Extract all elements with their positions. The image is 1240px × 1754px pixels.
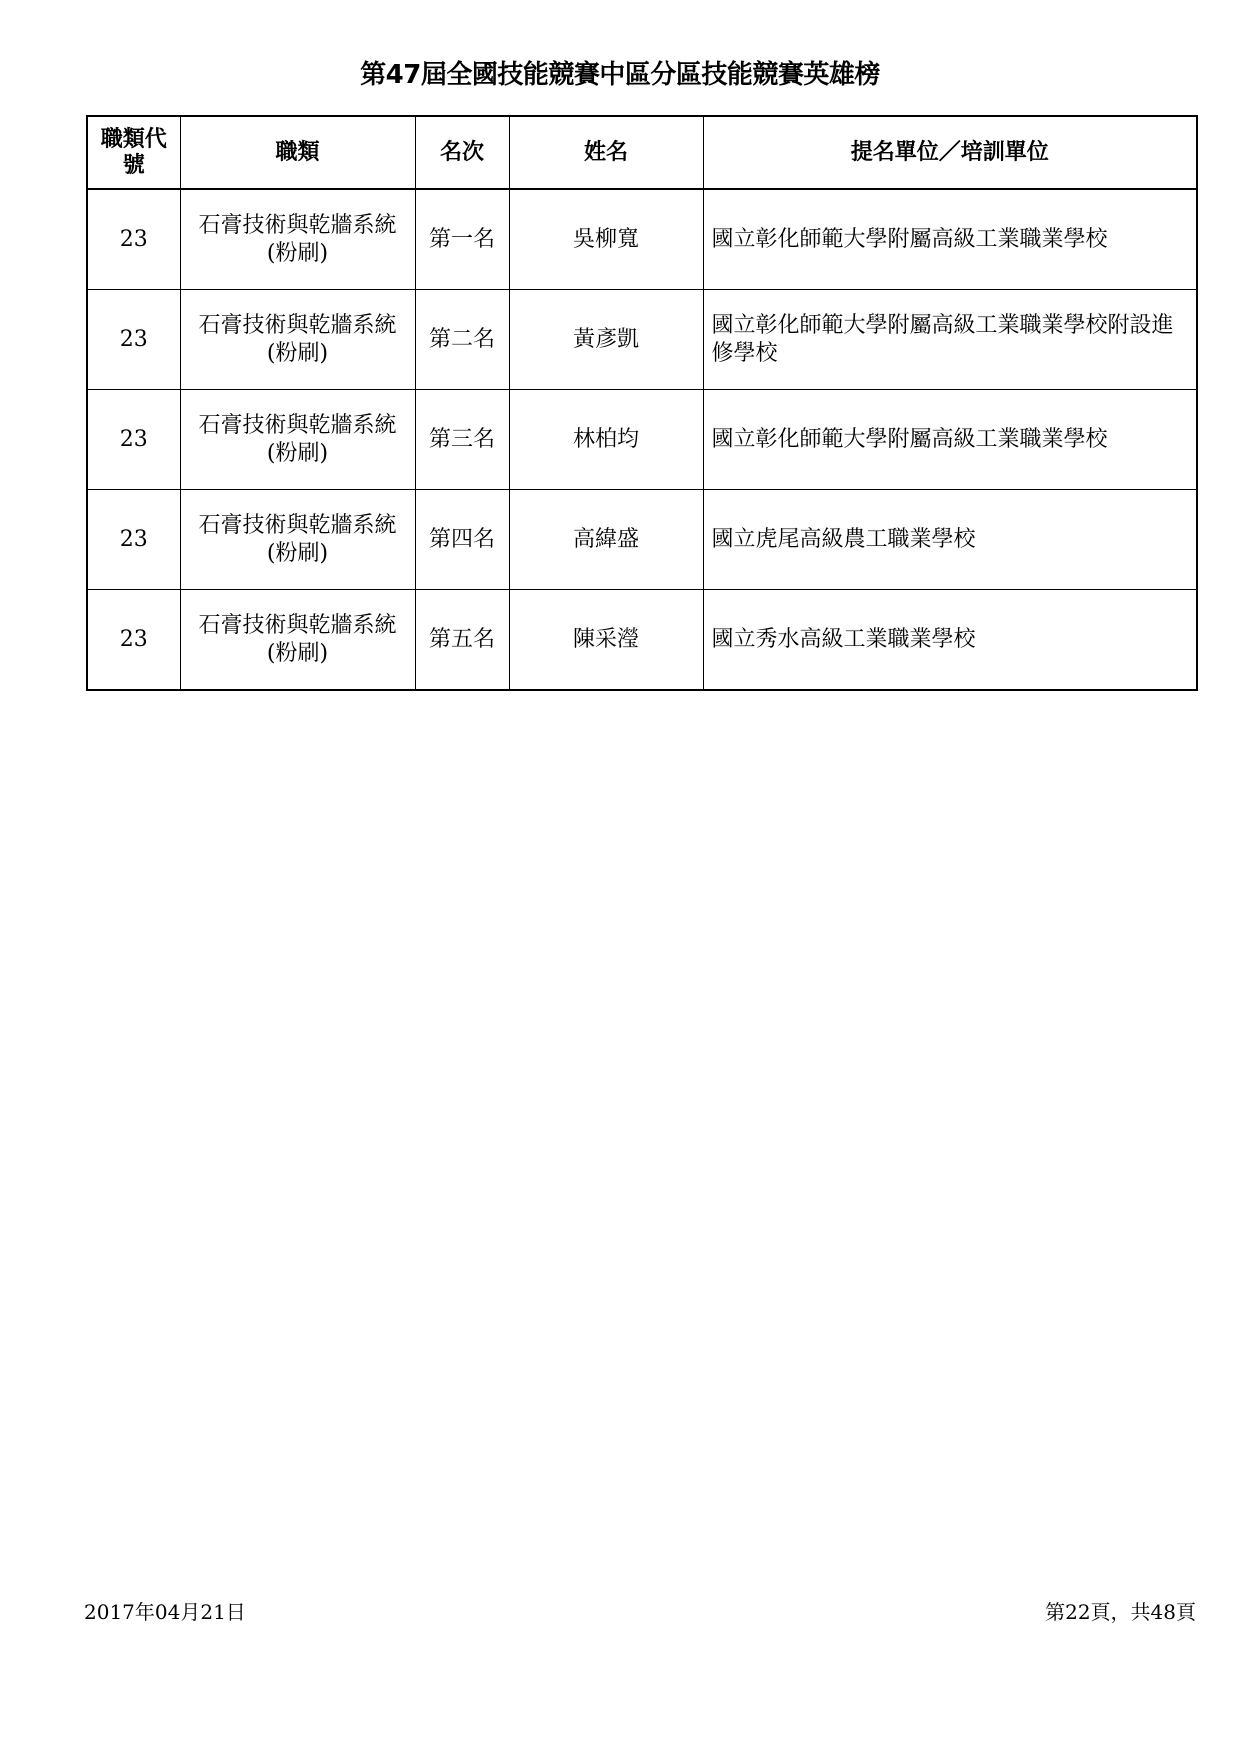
cell-name: 陳采瀅 bbox=[509, 590, 703, 691]
table-row bbox=[87, 490, 1197, 590]
cell-rank: 第四名 bbox=[415, 490, 509, 590]
header-name: 姓名 bbox=[509, 116, 703, 189]
footer-date: 2017年04月21日 bbox=[84, 1600, 246, 1624]
cell-unit: 國立彰化師範大學附屬高級工業職業學校 bbox=[703, 189, 1197, 290]
cell-name: 高緯盛 bbox=[509, 490, 703, 590]
cell-unit: 國立彰化師範大學附屬高級工業職業學校附設進修學校 bbox=[703, 290, 1197, 390]
cell-code: 23 bbox=[87, 490, 180, 590]
page-title: 第47屆全國技能競賽中區分區技能競賽英雄榜 bbox=[360, 60, 880, 90]
header-category: 職類 bbox=[180, 116, 415, 189]
cell-category: 石膏技術與乾牆系統(粉刷) bbox=[180, 390, 415, 490]
table-row bbox=[87, 590, 1197, 691]
table-row bbox=[87, 189, 1197, 290]
cell-code: 23 bbox=[87, 189, 180, 290]
cell-code: 23 bbox=[87, 390, 180, 490]
cell-code: 23 bbox=[87, 290, 180, 390]
cell-rank: 第五名 bbox=[415, 590, 509, 691]
cell-rank: 第一名 bbox=[415, 189, 509, 290]
cell-name: 吳柳寬 bbox=[509, 189, 703, 290]
cell-unit: 國立虎尾高級農工職業學校 bbox=[703, 490, 1197, 590]
cell-name: 黃彥凱 bbox=[509, 290, 703, 390]
header-rank: 名次 bbox=[415, 116, 509, 189]
cell-unit: 國立彰化師範大學附屬高級工業職業學校 bbox=[703, 390, 1197, 490]
cell-rank: 第二名 bbox=[415, 290, 509, 390]
cell-category: 石膏技術與乾牆系統(粉刷) bbox=[180, 490, 415, 590]
cell-code: 23 bbox=[87, 590, 180, 691]
cell-name: 林柏均 bbox=[509, 390, 703, 490]
table-row bbox=[87, 290, 1197, 390]
table-header-row bbox=[87, 116, 1197, 189]
cell-category: 石膏技術與乾牆系統(粉刷) bbox=[180, 590, 415, 691]
cell-rank: 第三名 bbox=[415, 390, 509, 490]
cell-category: 石膏技術與乾牆系統(粉刷) bbox=[180, 189, 415, 290]
header-unit: 提名單位／培訓單位 bbox=[703, 116, 1197, 189]
cell-category: 石膏技術與乾牆系統(粉刷) bbox=[180, 290, 415, 390]
header-code: 職類代號 bbox=[87, 116, 180, 189]
table-row bbox=[87, 390, 1197, 490]
hero-list-table bbox=[86, 115, 1198, 691]
cell-unit: 國立秀水高級工業職業學校 bbox=[703, 590, 1197, 691]
footer-page-number: 第22頁，共48頁 bbox=[1045, 1600, 1196, 1624]
